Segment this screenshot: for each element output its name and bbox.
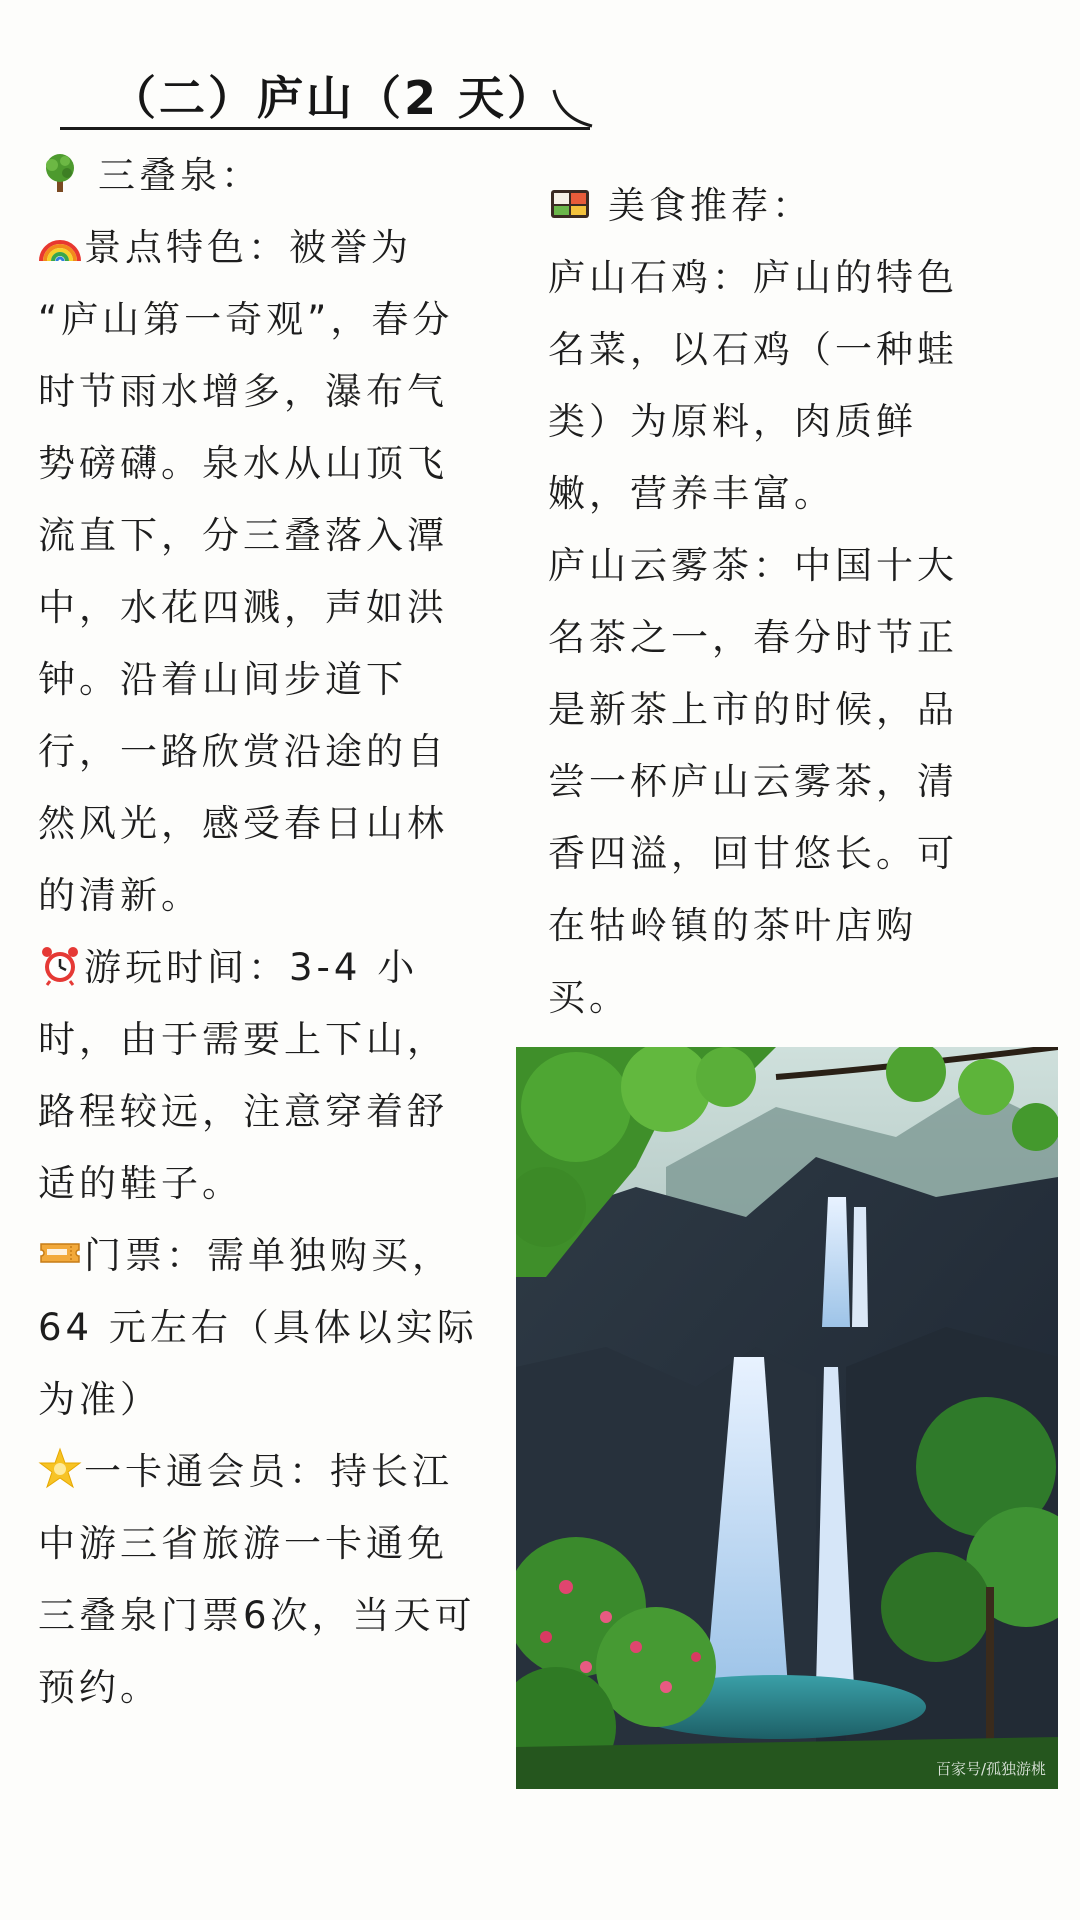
waterfall-illustration — [516, 1047, 1058, 1789]
food-heading — [548, 170, 968, 242]
duration-paragraph — [38, 932, 478, 1220]
bento-box-icon — [548, 181, 592, 225]
feature-text: 景点特色：被誉为 “庐山第一奇观”，春分时节雨水增多，瀑布气势磅礴。泉水从山顶飞流直下，分三叠落入潭中，水花四溅，声如洪钟。沿着山间步道下行，一路欣赏沿途的自然风光，感受春日山林的清新。 — [38, 226, 454, 917]
alarm-clock-icon — [38, 943, 82, 987]
attraction-heading-text: 三叠泉： — [98, 154, 262, 197]
membership-text: 一卡通会员：持长江中游三省旅游一卡通免三叠泉门票6次，当天可预约。 — [38, 1450, 476, 1709]
ticket-text: 门票：需单独购买，64 元左右（具体以实际为准） — [38, 1234, 478, 1421]
page-title: （二）庐山（2 天） — [110, 71, 557, 125]
food-heading-text: 美食推荐： — [608, 184, 813, 227]
right-column — [548, 170, 968, 1034]
waterfall-photo — [516, 1047, 1058, 1789]
star-icon — [38, 1447, 82, 1491]
title-underline — [60, 127, 590, 130]
ticket-paragraph — [38, 1220, 478, 1436]
duration-text: 游玩时间：3-4 小时，由于需要上下山，路程较远，注意穿着舒适的鞋子。 — [38, 946, 448, 1205]
membership-paragraph — [38, 1436, 478, 1724]
food-item-chicken: 庐山石鸡：庐山的特色名菜，以石鸡（一种蛙类）为原料，肉质鲜嫩，营养丰富。 — [548, 256, 958, 515]
photo-watermark: 百家号/孤独游桃 — [935, 1760, 1046, 1778]
title-underline-hook — [552, 88, 596, 128]
left-column — [38, 140, 478, 1724]
food-item-tea: 庐山云雾茶：中国十大名茶之一，春分时节正是新茶上市的时候，品尝一杯庐山云雾茶，清香四溢，回甘悠长。可在牯岭镇的茶叶店购买。 — [548, 544, 958, 1019]
rainbow-icon — [38, 223, 82, 267]
feature-paragraph — [38, 212, 478, 932]
ticket-icon — [38, 1231, 82, 1275]
attraction-heading — [38, 140, 478, 212]
tree-icon — [38, 151, 82, 195]
